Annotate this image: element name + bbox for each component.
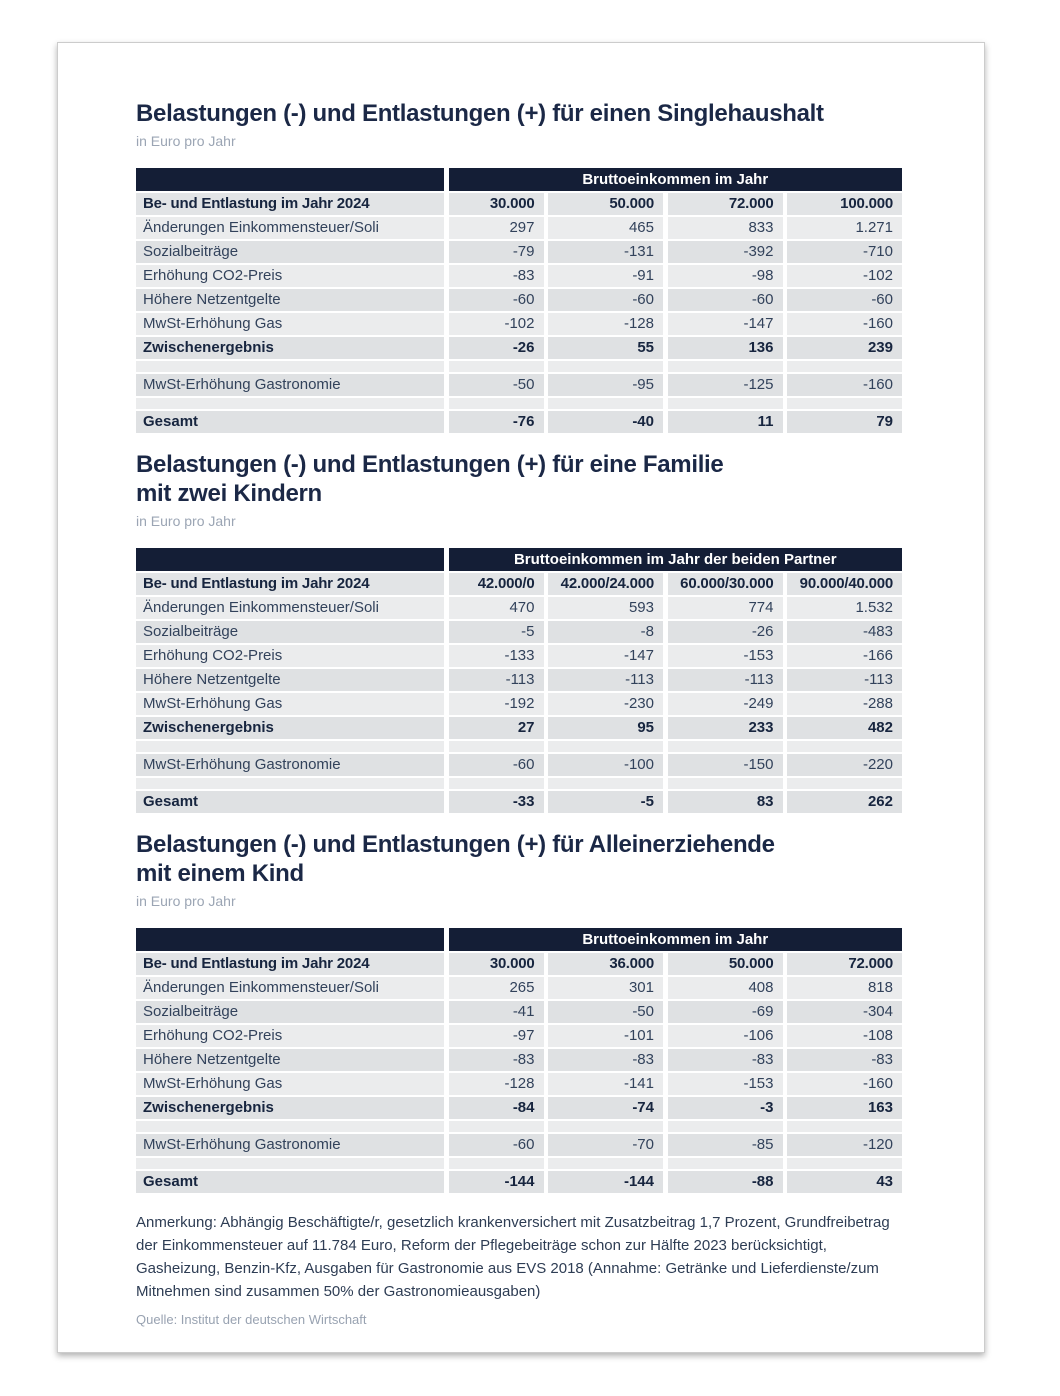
spacer-row [136, 361, 902, 372]
spacer-cell [136, 778, 444, 789]
spacer-cell [668, 778, 783, 789]
row-label: Erhöhung CO2-Preis [136, 265, 444, 287]
table-row [136, 265, 902, 287]
value-cell: -85 [668, 1134, 783, 1156]
spacer-cell [548, 1158, 663, 1169]
row-label: Gesamt [136, 1171, 444, 1193]
value-cell: -83 [668, 1049, 783, 1071]
row-label: Zwischenergebnis [136, 717, 444, 739]
value-cell: -120 [787, 1134, 902, 1156]
value-cell: -113 [548, 669, 663, 691]
value-cell: -128 [548, 313, 663, 335]
table-row [136, 1134, 902, 1156]
value-cell: -125 [668, 374, 783, 396]
value-cell: 1.532 [787, 597, 902, 619]
row-label: Sozialbeiträge [136, 621, 444, 643]
row-label: Gesamt [136, 411, 444, 433]
value-cell: -95 [548, 374, 663, 396]
group-header-row [136, 548, 902, 571]
value-cell: -98 [668, 265, 783, 287]
row-label: MwSt-Erhöhung Gastronomie [136, 754, 444, 776]
spacer-cell [548, 778, 663, 789]
row-label: MwSt-Erhöhung Gas [136, 313, 444, 335]
value-cell: -108 [787, 1025, 902, 1047]
unit-subtitle: in Euro pro Jahr [136, 893, 236, 909]
spacer-cell [548, 361, 663, 372]
value-cell: -100 [548, 754, 663, 776]
group-header-row [136, 928, 902, 951]
value-cell: -166 [787, 645, 902, 667]
spacer-cell [449, 778, 544, 789]
table-row [136, 717, 902, 739]
spacer-row [136, 398, 902, 409]
value-cell: -79 [449, 241, 544, 263]
document-content [58, 43, 984, 1327]
column-header: 50.000 [668, 953, 783, 975]
spacer-cell [787, 1158, 902, 1169]
value-cell: -153 [668, 645, 783, 667]
table-row [136, 693, 902, 715]
title-line: Belastungen (-) und Entlastungen (+) für eine Familie [136, 451, 724, 478]
table-row [136, 791, 902, 813]
table-row [136, 754, 902, 776]
document-card [57, 42, 985, 1353]
value-cell: -106 [668, 1025, 783, 1047]
value-cell: -50 [548, 1001, 663, 1023]
value-cell: -131 [548, 241, 663, 263]
value-cell: -26 [449, 337, 544, 359]
value-cell: -83 [449, 1049, 544, 1071]
column-header-label: Be- und Entlastung im Jahr 2024 [136, 573, 444, 595]
value-cell: 233 [668, 717, 783, 739]
row-label: Zwischenergebnis [136, 1097, 444, 1119]
value-cell: 297 [449, 217, 544, 239]
value-cell: -84 [449, 1097, 544, 1119]
spacer-cell [136, 361, 444, 372]
table-row [136, 669, 902, 691]
column-header-label: Be- und Entlastung im Jahr 2024 [136, 953, 444, 975]
column-header: 30.000 [449, 193, 544, 215]
value-cell: 43 [787, 1171, 902, 1193]
value-cell: -113 [787, 669, 902, 691]
section-title [136, 99, 914, 128]
data-table-singlehaushalt [136, 168, 902, 433]
spacer-cell [787, 361, 902, 372]
spacer-cell [449, 1121, 544, 1132]
value-cell: 482 [787, 717, 902, 739]
column-header: 50.000 [548, 193, 663, 215]
value-cell: 239 [787, 337, 902, 359]
row-label: Änderungen Einkommensteuer/Soli [136, 977, 444, 999]
value-cell: -60 [449, 289, 544, 311]
row-label: MwSt-Erhöhung Gastronomie [136, 1134, 444, 1156]
spacer-cell [787, 741, 902, 752]
value-cell: 408 [668, 977, 783, 999]
column-header: 72.000 [787, 953, 902, 975]
value-cell: -147 [668, 313, 783, 335]
title-line: mit einem Kind [136, 860, 304, 887]
table-row [136, 1097, 902, 1119]
value-cell: -60 [787, 289, 902, 311]
spacer-row [136, 741, 902, 752]
value-cell: 79 [787, 411, 902, 433]
value-cell: 55 [548, 337, 663, 359]
value-cell: -230 [548, 693, 663, 715]
column-header: 60.000/30.000 [668, 573, 783, 595]
row-label: Höhere Netzentgelte [136, 289, 444, 311]
group-header: Bruttoeinkommen im Jahr [449, 168, 903, 191]
column-header: 42.000/0 [449, 573, 544, 595]
spacer-cell [449, 1158, 544, 1169]
value-cell: 774 [668, 597, 783, 619]
value-cell: -220 [787, 754, 902, 776]
table-row [136, 1171, 902, 1193]
data-table-alleinerziehende [136, 928, 902, 1193]
row-label: Sozialbeiträge [136, 241, 444, 263]
value-cell: -83 [548, 1049, 663, 1071]
column-header-row [136, 953, 902, 975]
table-row [136, 217, 902, 239]
spacer-cell [548, 398, 663, 409]
row-label: Erhöhung CO2-Preis [136, 1025, 444, 1047]
row-label: Zwischenergebnis [136, 337, 444, 359]
spacer-cell [449, 361, 544, 372]
spacer-row [136, 778, 902, 789]
value-cell: -83 [787, 1049, 902, 1071]
value-cell: 265 [449, 977, 544, 999]
row-label: Höhere Netzentgelte [136, 669, 444, 691]
spacer-cell [787, 778, 902, 789]
spacer-cell [548, 1121, 663, 1132]
row-label: Gesamt [136, 791, 444, 813]
value-cell: 818 [787, 977, 902, 999]
value-cell: -5 [449, 621, 544, 643]
section-singlehaushalt [136, 99, 914, 433]
value-cell: -50 [449, 374, 544, 396]
group-header: Bruttoeinkommen im Jahr der beiden Partner [449, 548, 903, 571]
spacer-cell [449, 741, 544, 752]
value-cell: -153 [668, 1073, 783, 1095]
spacer-row [136, 1158, 902, 1169]
source-attribution: Quelle: Institut der deutschen Wirtschaft [136, 1312, 367, 1327]
table-row [136, 1049, 902, 1071]
table-row [136, 977, 902, 999]
spacer-cell [787, 398, 902, 409]
table-row [136, 313, 902, 335]
table-row [136, 645, 902, 667]
table-row [136, 241, 902, 263]
table-row [136, 1073, 902, 1095]
group-header: Bruttoeinkommen im Jahr [449, 928, 903, 951]
value-cell: 95 [548, 717, 663, 739]
column-header-row [136, 193, 902, 215]
value-cell: -160 [787, 374, 902, 396]
spacer-cell [668, 361, 783, 372]
column-header: 72.000 [668, 193, 783, 215]
spacer-cell [668, 741, 783, 752]
table-row [136, 597, 902, 619]
unit-subtitle: in Euro pro Jahr [136, 133, 236, 149]
section-title [136, 830, 914, 888]
value-cell: -88 [668, 1171, 783, 1193]
value-cell: -69 [668, 1001, 783, 1023]
spacer-row [136, 1121, 902, 1132]
value-cell: -76 [449, 411, 544, 433]
column-header: 100.000 [787, 193, 902, 215]
title-line: Belastungen (-) und Entlastungen (+) für Alleinerziehende [136, 831, 775, 858]
value-cell: -710 [787, 241, 902, 263]
value-cell: -483 [787, 621, 902, 643]
value-cell: -60 [668, 289, 783, 311]
value-cell: -74 [548, 1097, 663, 1119]
value-cell: -160 [787, 1073, 902, 1095]
value-cell: -41 [449, 1001, 544, 1023]
table-row [136, 289, 902, 311]
value-cell: -5 [548, 791, 663, 813]
spacer-cell [668, 1158, 783, 1169]
unit-subtitle: in Euro pro Jahr [136, 513, 236, 529]
value-cell: 470 [449, 597, 544, 619]
footnote: Anmerkung: Abhängig Beschäftigte/r, gesetzlich krankenversichert mit Zusatzbeitrag 1,7 Prozent, Grundfreibetrag der Einkommensteuer auf 11.784 Euro, Reform der Pflegebeiträge schon zur Hälfte 2023 berücksichtigt, Gasheizung, Benzin-Kfz, Ausgaben für Gastronomie aus EVS 2018 (Annahme: Getränke und Lieferdienste/zum Mitnehmen sind zusammen 50% der Gastronomieausgaben) [136, 1214, 890, 1300]
row-label: MwSt-Erhöhung Gas [136, 1073, 444, 1095]
value-cell: -150 [668, 754, 783, 776]
value-cell: 593 [548, 597, 663, 619]
spacer-cell [668, 1121, 783, 1132]
row-label: Änderungen Einkommensteuer/Soli [136, 597, 444, 619]
section-title [136, 450, 914, 508]
value-cell: -144 [548, 1171, 663, 1193]
spacer-cell [136, 741, 444, 752]
value-cell: -304 [787, 1001, 902, 1023]
value-cell: -144 [449, 1171, 544, 1193]
value-cell: -288 [787, 693, 902, 715]
section-familie [136, 450, 914, 813]
section-alleinerziehende [136, 830, 914, 1193]
spacer-cell [136, 1158, 444, 1169]
table-row [136, 374, 902, 396]
value-cell: -192 [449, 693, 544, 715]
group-header-filler [136, 168, 444, 191]
value-cell: -113 [449, 669, 544, 691]
table-row [136, 411, 902, 433]
value-cell: 1.271 [787, 217, 902, 239]
value-cell: -113 [668, 669, 783, 691]
value-cell: 262 [787, 791, 902, 813]
value-cell: -392 [668, 241, 783, 263]
value-cell: -8 [548, 621, 663, 643]
group-header-row [136, 168, 902, 191]
column-header: 90.000/40.000 [787, 573, 902, 595]
value-cell: 136 [668, 337, 783, 359]
row-label: Höhere Netzentgelte [136, 1049, 444, 1071]
value-cell: 465 [548, 217, 663, 239]
value-cell: 833 [668, 217, 783, 239]
value-cell: -102 [787, 265, 902, 287]
value-cell: -3 [668, 1097, 783, 1119]
spacer-cell [136, 398, 444, 409]
value-cell: -33 [449, 791, 544, 813]
row-label: MwSt-Erhöhung Gas [136, 693, 444, 715]
value-cell: -147 [548, 645, 663, 667]
value-cell: 83 [668, 791, 783, 813]
value-cell: -101 [548, 1025, 663, 1047]
value-cell: -26 [668, 621, 783, 643]
row-label: Erhöhung CO2-Preis [136, 645, 444, 667]
spacer-cell [787, 1121, 902, 1132]
spacer-cell [668, 398, 783, 409]
table-row [136, 1001, 902, 1023]
group-header-filler [136, 548, 444, 571]
column-header: 30.000 [449, 953, 544, 975]
value-cell: -133 [449, 645, 544, 667]
value-cell: -40 [548, 411, 663, 433]
data-table-familie [136, 548, 902, 813]
spacer-cell [449, 398, 544, 409]
column-header: 36.000 [548, 953, 663, 975]
spacer-cell [136, 1121, 444, 1132]
value-cell: -70 [548, 1134, 663, 1156]
title-line: Belastungen (-) und Entlastungen (+) für einen Singlehaushalt [136, 100, 824, 127]
value-cell: -91 [548, 265, 663, 287]
column-header: 42.000/24.000 [548, 573, 663, 595]
row-label: Änderungen Einkommensteuer/Soli [136, 217, 444, 239]
column-header-label: Be- und Entlastung im Jahr 2024 [136, 193, 444, 215]
column-header-row [136, 573, 902, 595]
spacer-cell [548, 741, 663, 752]
row-label: MwSt-Erhöhung Gastronomie [136, 374, 444, 396]
title-line: mit zwei Kindern [136, 480, 322, 507]
value-cell: -141 [548, 1073, 663, 1095]
value-cell: -249 [668, 693, 783, 715]
value-cell: -160 [787, 313, 902, 335]
group-header-filler [136, 928, 444, 951]
value-cell: 301 [548, 977, 663, 999]
value-cell: -60 [449, 1134, 544, 1156]
value-cell: -97 [449, 1025, 544, 1047]
value-cell: -60 [548, 289, 663, 311]
table-row [136, 621, 902, 643]
value-cell: 27 [449, 717, 544, 739]
table-row [136, 1025, 902, 1047]
value-cell: -102 [449, 313, 544, 335]
value-cell: 11 [668, 411, 783, 433]
row-label: Sozialbeiträge [136, 1001, 444, 1023]
value-cell: -60 [449, 754, 544, 776]
value-cell: 163 [787, 1097, 902, 1119]
value-cell: -83 [449, 265, 544, 287]
value-cell: -128 [449, 1073, 544, 1095]
table-row [136, 337, 902, 359]
